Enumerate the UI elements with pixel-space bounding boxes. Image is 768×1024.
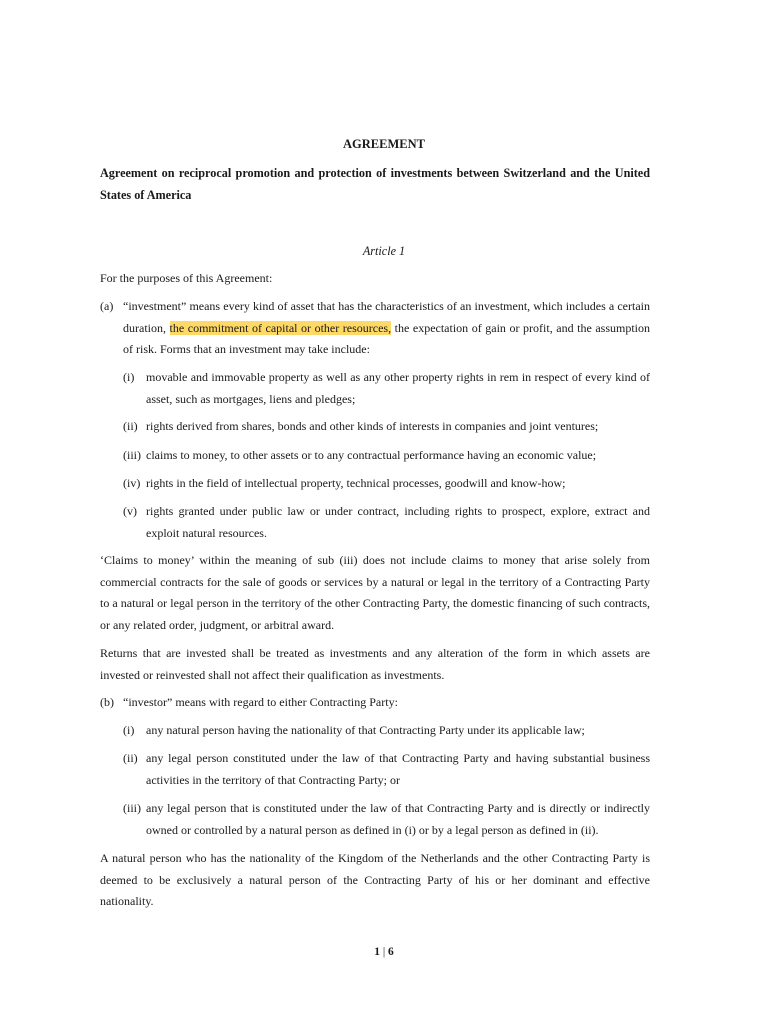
subitem-b-ii [123, 748, 650, 791]
item-marker: (a) [100, 299, 114, 313]
subitem-marker: (iii) [123, 448, 141, 462]
subitem-marker: (i) [123, 370, 135, 384]
returns-paragraph: Returns that are invested shall be treated as investments and any alteration of the form in which assets are invested or reinvested shall not affect their qualification as investments. [100, 646, 650, 682]
intro-paragraph: For the purposes of this Agreement: [100, 271, 273, 285]
subitem-text: rights granted under public law or under contract, including rights to prospect, explore, extract and exploit natural resources. [146, 504, 650, 540]
page-number-current: 1 [374, 946, 380, 958]
subitem-marker: (ii) [123, 751, 138, 765]
claims-paragraph: ‘Claims to money’ within the meaning of sub (iii) does not include claims to money that arise solely from commercial contracts for the sale of goods or services by a natural or legal in the territory of a Contracting Party to a natural or legal person in the territory of the other Contracting Party, the domestic financing of such contracts, or any related order, judgment, or arbitral award. [100, 553, 650, 632]
subitem-marker: (iii) [123, 801, 141, 815]
definition-item-b [100, 692, 650, 714]
subitem-marker: (v) [123, 504, 137, 518]
subitem-text: any legal person that is constituted under the law of that Contracting Party and is directly or indirectly owned or controlled by a natural person as defined in (i) or by a legal person as defined in (ii). [146, 801, 650, 837]
subitem-a-iv [123, 473, 650, 495]
page-number-total: 6 [388, 946, 394, 958]
subitem-marker: (ii) [123, 419, 138, 433]
subitem-text: rights in the field of intellectual property, technical processes, goodwill and know-how; [146, 476, 566, 490]
item-a-text-after: the expectation of gain or profit, and the assumption of risk. Forms that an investment may take include: [123, 320, 650, 356]
subitem-text: any natural person having the nationality of that Contracting Party under its applicable law; [146, 723, 585, 737]
subitem-b-iii [123, 798, 650, 841]
subitem-marker: (i) [123, 723, 135, 737]
item-a-text-before: “investment” means every kind of asset that has the characteristics of an investment, which includes a certain duration, [123, 299, 650, 335]
subitem-text: movable and immovable property as well as any other property rights in rem in respect of every kind of asset, such as mortgages, liens and pledges; [146, 370, 650, 406]
natural-person-paragraph: A natural person who has the nationality of the Kingdom of the Netherlands and the other Contracting Party is deemed to be exclusively a natural person of the Contracting Party of his or her dominant and effective nationality. [100, 851, 650, 908]
page-number-separator: | [379, 946, 389, 958]
subitem-a-i [123, 367, 650, 410]
document-title: AGREEMENT [343, 137, 425, 151]
subitem-text: any legal person constituted under the law of that Contracting Party and having substantial business activities in the territory of that Contracting Party; or [146, 751, 650, 787]
item-b-text: “investor” means with regard to either Contracting Party: [123, 695, 398, 709]
highlighted-text: the commitment of capital or other resources, [169, 320, 392, 335]
page-number [0, 944, 768, 960]
subitem-text: rights derived from shares, bonds and other kinds of interests in companies and joint ventures; [146, 419, 599, 433]
document-subtitle: Agreement on reciprocal promotion and protection of investments between Switzerland and the United States of America [100, 166, 650, 202]
subitem-a-v [123, 501, 650, 544]
article-heading: Article 1 [362, 244, 406, 258]
definition-item-a [100, 296, 650, 361]
subitem-a-iii [123, 445, 650, 467]
subitem-marker: (iv) [123, 476, 141, 490]
subitem-b-i [123, 720, 650, 742]
item-a-text [123, 296, 650, 361]
item-marker: (b) [100, 695, 114, 709]
subitem-text: claims to money, to other assets or to any contractual performance having an economic value; [146, 448, 597, 462]
subitem-a-ii [123, 416, 650, 438]
